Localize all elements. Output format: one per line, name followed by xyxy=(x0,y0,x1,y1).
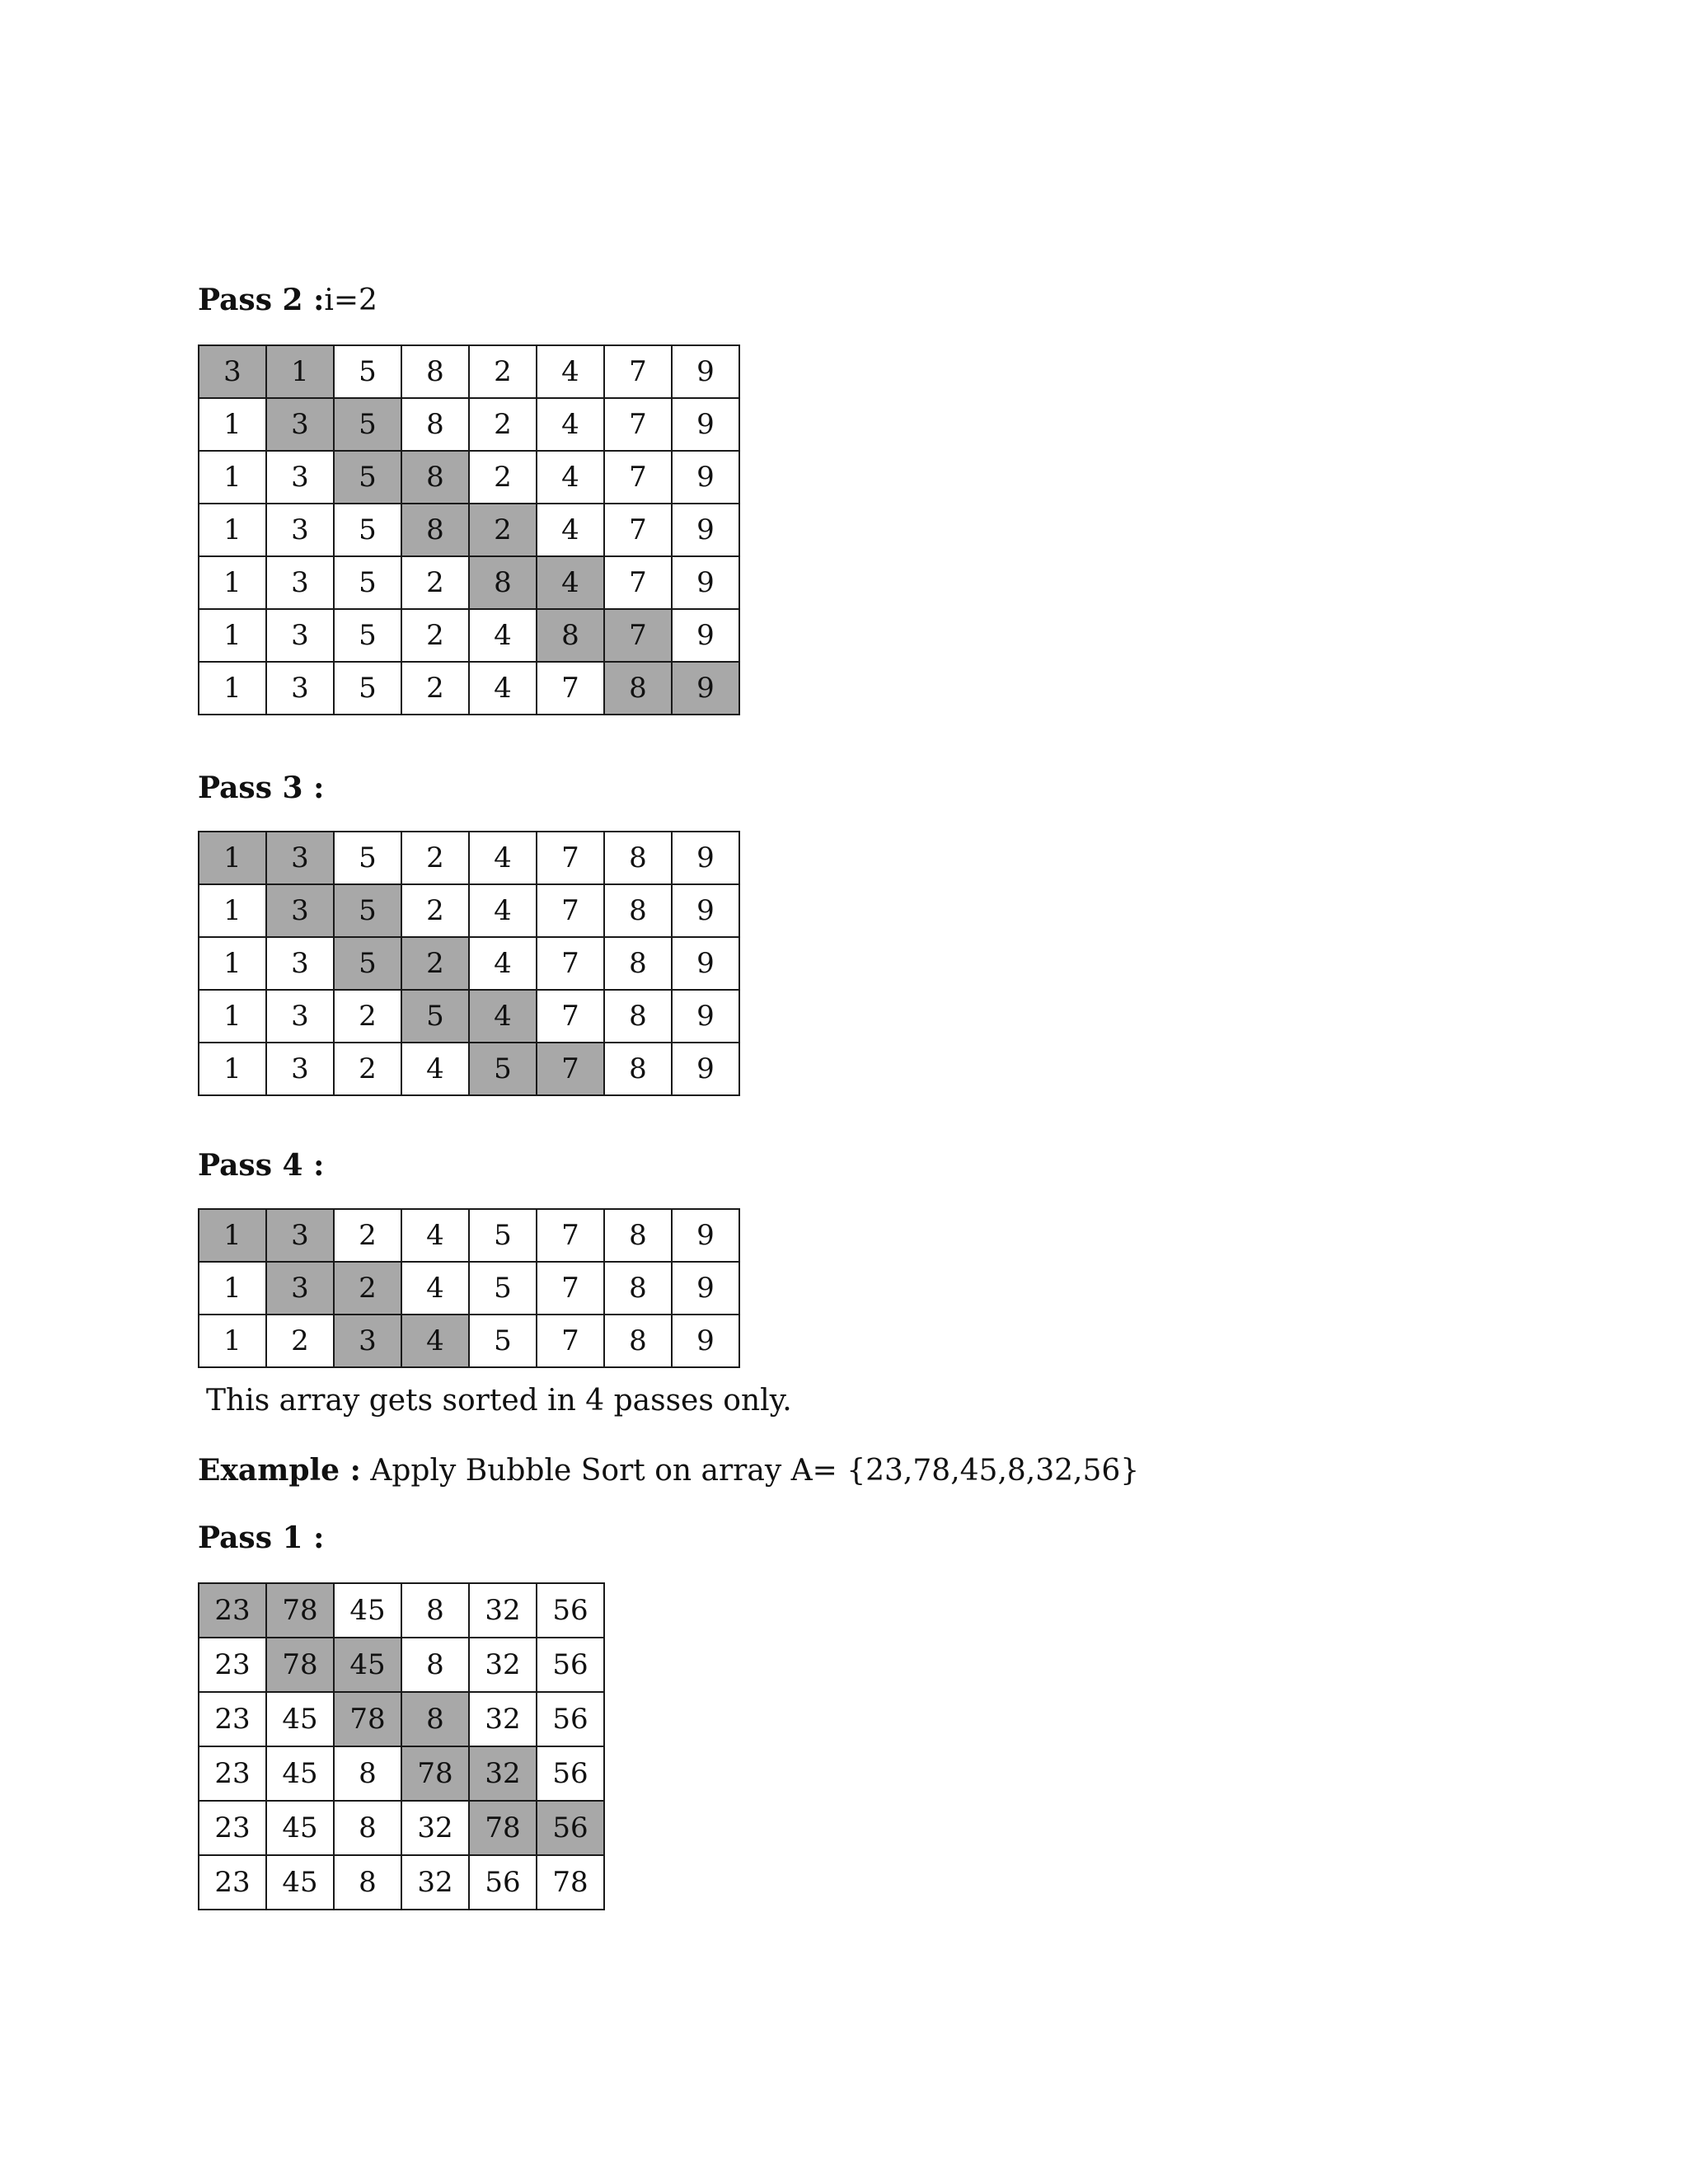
array-cell: 2 xyxy=(401,556,469,609)
compared-cell: 1 xyxy=(199,832,266,884)
compared-cell: 5 xyxy=(401,990,469,1043)
array-cell: 23 xyxy=(199,1855,266,1910)
table-row xyxy=(199,1315,739,1367)
array-cell: 1 xyxy=(199,451,266,504)
array-cell: 7 xyxy=(537,662,604,715)
compared-cell: 3 xyxy=(266,1262,334,1315)
array-cell: 3 xyxy=(266,609,334,662)
array-cell: 2 xyxy=(469,398,537,451)
array-cell: 2 xyxy=(401,609,469,662)
array-cell: 3 xyxy=(266,556,334,609)
array-cell: 32 xyxy=(469,1692,537,1746)
array-cell: 7 xyxy=(604,345,672,398)
array-cell: 45 xyxy=(266,1855,334,1910)
array-cell: 4 xyxy=(469,884,537,937)
pass-2-label: Pass 2 : xyxy=(198,283,325,317)
array-cell: 1 xyxy=(199,884,266,937)
array-cell: 23 xyxy=(199,1801,266,1855)
array-cell: 45 xyxy=(266,1801,334,1855)
table-row xyxy=(199,609,739,662)
compared-cell: 3 xyxy=(266,398,334,451)
table-row xyxy=(199,556,739,609)
array-cell: 8 xyxy=(401,1583,469,1638)
table-row xyxy=(199,345,739,398)
array-cell: 4 xyxy=(537,504,604,556)
pass-4-label: Pass 4 : xyxy=(198,1148,325,1183)
pass-3-heading xyxy=(198,770,324,807)
array-cell: 9 xyxy=(672,1043,739,1095)
compared-cell: 3 xyxy=(266,884,334,937)
array-cell: 56 xyxy=(537,1746,604,1801)
array-cell: 45 xyxy=(266,1746,334,1801)
array-cell: 9 xyxy=(672,504,739,556)
array-cell: 23 xyxy=(199,1692,266,1746)
array-cell: 5 xyxy=(469,1315,537,1367)
array-cell: 8 xyxy=(401,1638,469,1692)
compared-cell: 3 xyxy=(266,832,334,884)
array-cell: 9 xyxy=(672,345,739,398)
table-row xyxy=(199,1638,604,1692)
table-row xyxy=(199,990,739,1043)
array-cell: 7 xyxy=(537,1315,604,1367)
example-pass-1-heading xyxy=(198,1520,324,1557)
compared-cell: 45 xyxy=(334,1638,401,1692)
array-cell: 5 xyxy=(334,556,401,609)
pass-2-suffix: i=2 xyxy=(324,284,377,317)
array-cell: 9 xyxy=(672,1262,739,1315)
example-heading xyxy=(198,1452,1139,1489)
array-cell: 4 xyxy=(469,832,537,884)
array-cell: 32 xyxy=(469,1638,537,1692)
array-cell: 8 xyxy=(604,884,672,937)
compared-cell: 56 xyxy=(537,1801,604,1855)
array-cell: 2 xyxy=(469,345,537,398)
array-cell: 4 xyxy=(469,609,537,662)
array-cell: 7 xyxy=(604,398,672,451)
compared-cell: 2 xyxy=(469,504,537,556)
array-cell: 5 xyxy=(469,1209,537,1262)
example-pass-1-label: Pass 1 : xyxy=(198,1521,325,1555)
table-row xyxy=(199,398,739,451)
array-cell: 8 xyxy=(604,990,672,1043)
array-cell: 2 xyxy=(401,884,469,937)
array-cell: 4 xyxy=(469,662,537,715)
table-row xyxy=(199,1746,604,1801)
array-cell: 2 xyxy=(334,1043,401,1095)
table-row xyxy=(199,1583,604,1638)
array-cell: 32 xyxy=(469,1583,537,1638)
compared-cell: 1 xyxy=(199,1209,266,1262)
array-cell: 2 xyxy=(334,1209,401,1262)
compared-cell: 1 xyxy=(266,345,334,398)
compared-cell: 8 xyxy=(537,609,604,662)
compared-cell: 8 xyxy=(604,662,672,715)
compared-cell: 5 xyxy=(334,398,401,451)
array-cell: 1 xyxy=(199,662,266,715)
array-cell: 7 xyxy=(604,451,672,504)
array-cell: 9 xyxy=(672,832,739,884)
array-cell: 4 xyxy=(537,398,604,451)
array-cell: 9 xyxy=(672,556,739,609)
array-cell: 5 xyxy=(334,609,401,662)
array-cell: 8 xyxy=(604,937,672,990)
array-cell: 3 xyxy=(266,504,334,556)
array-cell: 1 xyxy=(199,990,266,1043)
table-row xyxy=(199,1801,604,1855)
compared-cell: 78 xyxy=(334,1692,401,1746)
array-cell: 9 xyxy=(672,451,739,504)
array-cell: 23 xyxy=(199,1746,266,1801)
array-cell: 8 xyxy=(334,1801,401,1855)
example-label: Example : xyxy=(198,1453,361,1488)
array-cell: 2 xyxy=(469,451,537,504)
pass-4-table xyxy=(198,1208,740,1368)
array-cell: 9 xyxy=(672,1315,739,1367)
array-cell: 9 xyxy=(672,937,739,990)
compared-cell: 9 xyxy=(672,662,739,715)
array-cell: 8 xyxy=(604,1315,672,1367)
array-cell: 2 xyxy=(266,1315,334,1367)
array-cell: 56 xyxy=(469,1855,537,1910)
array-cell: 56 xyxy=(537,1692,604,1746)
compared-cell: 5 xyxy=(334,937,401,990)
array-cell: 4 xyxy=(537,451,604,504)
table-row xyxy=(199,504,739,556)
array-cell: 7 xyxy=(537,937,604,990)
array-cell: 3 xyxy=(266,662,334,715)
compared-cell: 5 xyxy=(334,884,401,937)
array-cell: 5 xyxy=(334,662,401,715)
compared-cell: 5 xyxy=(469,1043,537,1095)
table-row xyxy=(199,1209,739,1262)
array-cell: 23 xyxy=(199,1638,266,1692)
array-cell: 1 xyxy=(199,504,266,556)
array-cell: 3 xyxy=(266,1043,334,1095)
compared-cell: 3 xyxy=(266,1209,334,1262)
compared-cell: 3 xyxy=(199,345,266,398)
table-row xyxy=(199,832,739,884)
compared-cell: 32 xyxy=(469,1746,537,1801)
array-cell: 5 xyxy=(334,832,401,884)
table-row xyxy=(199,1262,739,1315)
table-row xyxy=(199,451,739,504)
table-row xyxy=(199,937,739,990)
array-cell: 4 xyxy=(537,345,604,398)
compared-cell: 4 xyxy=(401,1315,469,1367)
compared-cell: 8 xyxy=(401,504,469,556)
array-cell: 2 xyxy=(334,990,401,1043)
array-cell: 56 xyxy=(537,1638,604,1692)
array-cell: 7 xyxy=(604,504,672,556)
array-cell: 9 xyxy=(672,990,739,1043)
array-cell: 1 xyxy=(199,609,266,662)
array-cell: 1 xyxy=(199,556,266,609)
array-cell: 78 xyxy=(537,1855,604,1910)
compared-cell: 23 xyxy=(199,1583,266,1638)
array-cell: 4 xyxy=(401,1043,469,1095)
array-cell: 7 xyxy=(604,556,672,609)
array-cell: 4 xyxy=(401,1209,469,1262)
compared-cell: 8 xyxy=(401,1692,469,1746)
pass-2-table xyxy=(198,344,740,715)
array-cell: 32 xyxy=(401,1801,469,1855)
array-cell: 3 xyxy=(266,990,334,1043)
pass-3-label: Pass 3 : xyxy=(198,771,325,805)
array-cell: 7 xyxy=(537,832,604,884)
array-cell: 8 xyxy=(604,1209,672,1262)
table-row xyxy=(199,1855,604,1910)
array-cell: 45 xyxy=(334,1583,401,1638)
compared-cell: 2 xyxy=(334,1262,401,1315)
array-cell: 9 xyxy=(672,398,739,451)
array-cell: 7 xyxy=(537,1262,604,1315)
compared-cell: 3 xyxy=(334,1315,401,1367)
table-row xyxy=(199,884,739,937)
compared-cell: 8 xyxy=(401,451,469,504)
array-cell: 8 xyxy=(604,1043,672,1095)
sorted-note: This array gets sorted in 4 passes only. xyxy=(206,1384,792,1418)
array-cell: 9 xyxy=(672,884,739,937)
array-cell: 1 xyxy=(199,1315,266,1367)
array-cell: 4 xyxy=(469,937,537,990)
compared-cell: 78 xyxy=(469,1801,537,1855)
array-cell: 7 xyxy=(537,884,604,937)
compared-cell: 5 xyxy=(334,451,401,504)
array-cell: 1 xyxy=(199,398,266,451)
compared-cell: 78 xyxy=(266,1638,334,1692)
table-row xyxy=(199,1043,739,1095)
array-cell: 1 xyxy=(199,937,266,990)
array-cell: 32 xyxy=(401,1855,469,1910)
compared-cell: 2 xyxy=(401,937,469,990)
array-cell: 9 xyxy=(672,609,739,662)
array-cell: 8 xyxy=(334,1855,401,1910)
array-cell: 3 xyxy=(266,937,334,990)
array-cell: 8 xyxy=(604,832,672,884)
example-text: Apply Bubble Sort on array A= {23,78,45,8,32,56} xyxy=(370,1454,1140,1488)
array-cell: 8 xyxy=(604,1262,672,1315)
array-cell: 2 xyxy=(401,832,469,884)
array-cell: 5 xyxy=(334,345,401,398)
array-cell: 1 xyxy=(199,1043,266,1095)
array-cell: 9 xyxy=(672,1209,739,1262)
pass-4-heading xyxy=(198,1147,324,1184)
compared-cell: 78 xyxy=(401,1746,469,1801)
table-row xyxy=(199,662,739,715)
array-cell: 7 xyxy=(537,1209,604,1262)
example-pass-1-table xyxy=(198,1582,605,1910)
compared-cell: 78 xyxy=(266,1583,334,1638)
array-cell: 2 xyxy=(401,662,469,715)
array-cell: 7 xyxy=(537,990,604,1043)
compared-cell: 8 xyxy=(469,556,537,609)
compared-cell: 7 xyxy=(604,609,672,662)
array-cell: 5 xyxy=(469,1262,537,1315)
array-cell: 5 xyxy=(334,504,401,556)
array-cell: 45 xyxy=(266,1692,334,1746)
array-cell: 56 xyxy=(537,1583,604,1638)
pass-3-table xyxy=(198,831,740,1096)
compared-cell: 7 xyxy=(537,1043,604,1095)
compared-cell: 4 xyxy=(537,556,604,609)
array-cell: 8 xyxy=(334,1746,401,1801)
array-cell: 8 xyxy=(401,345,469,398)
pass-2-heading xyxy=(198,282,377,319)
array-cell: 1 xyxy=(199,1262,266,1315)
table-row xyxy=(199,1692,604,1746)
array-cell: 3 xyxy=(266,451,334,504)
compared-cell: 4 xyxy=(469,990,537,1043)
array-cell: 4 xyxy=(401,1262,469,1315)
array-cell: 8 xyxy=(401,398,469,451)
